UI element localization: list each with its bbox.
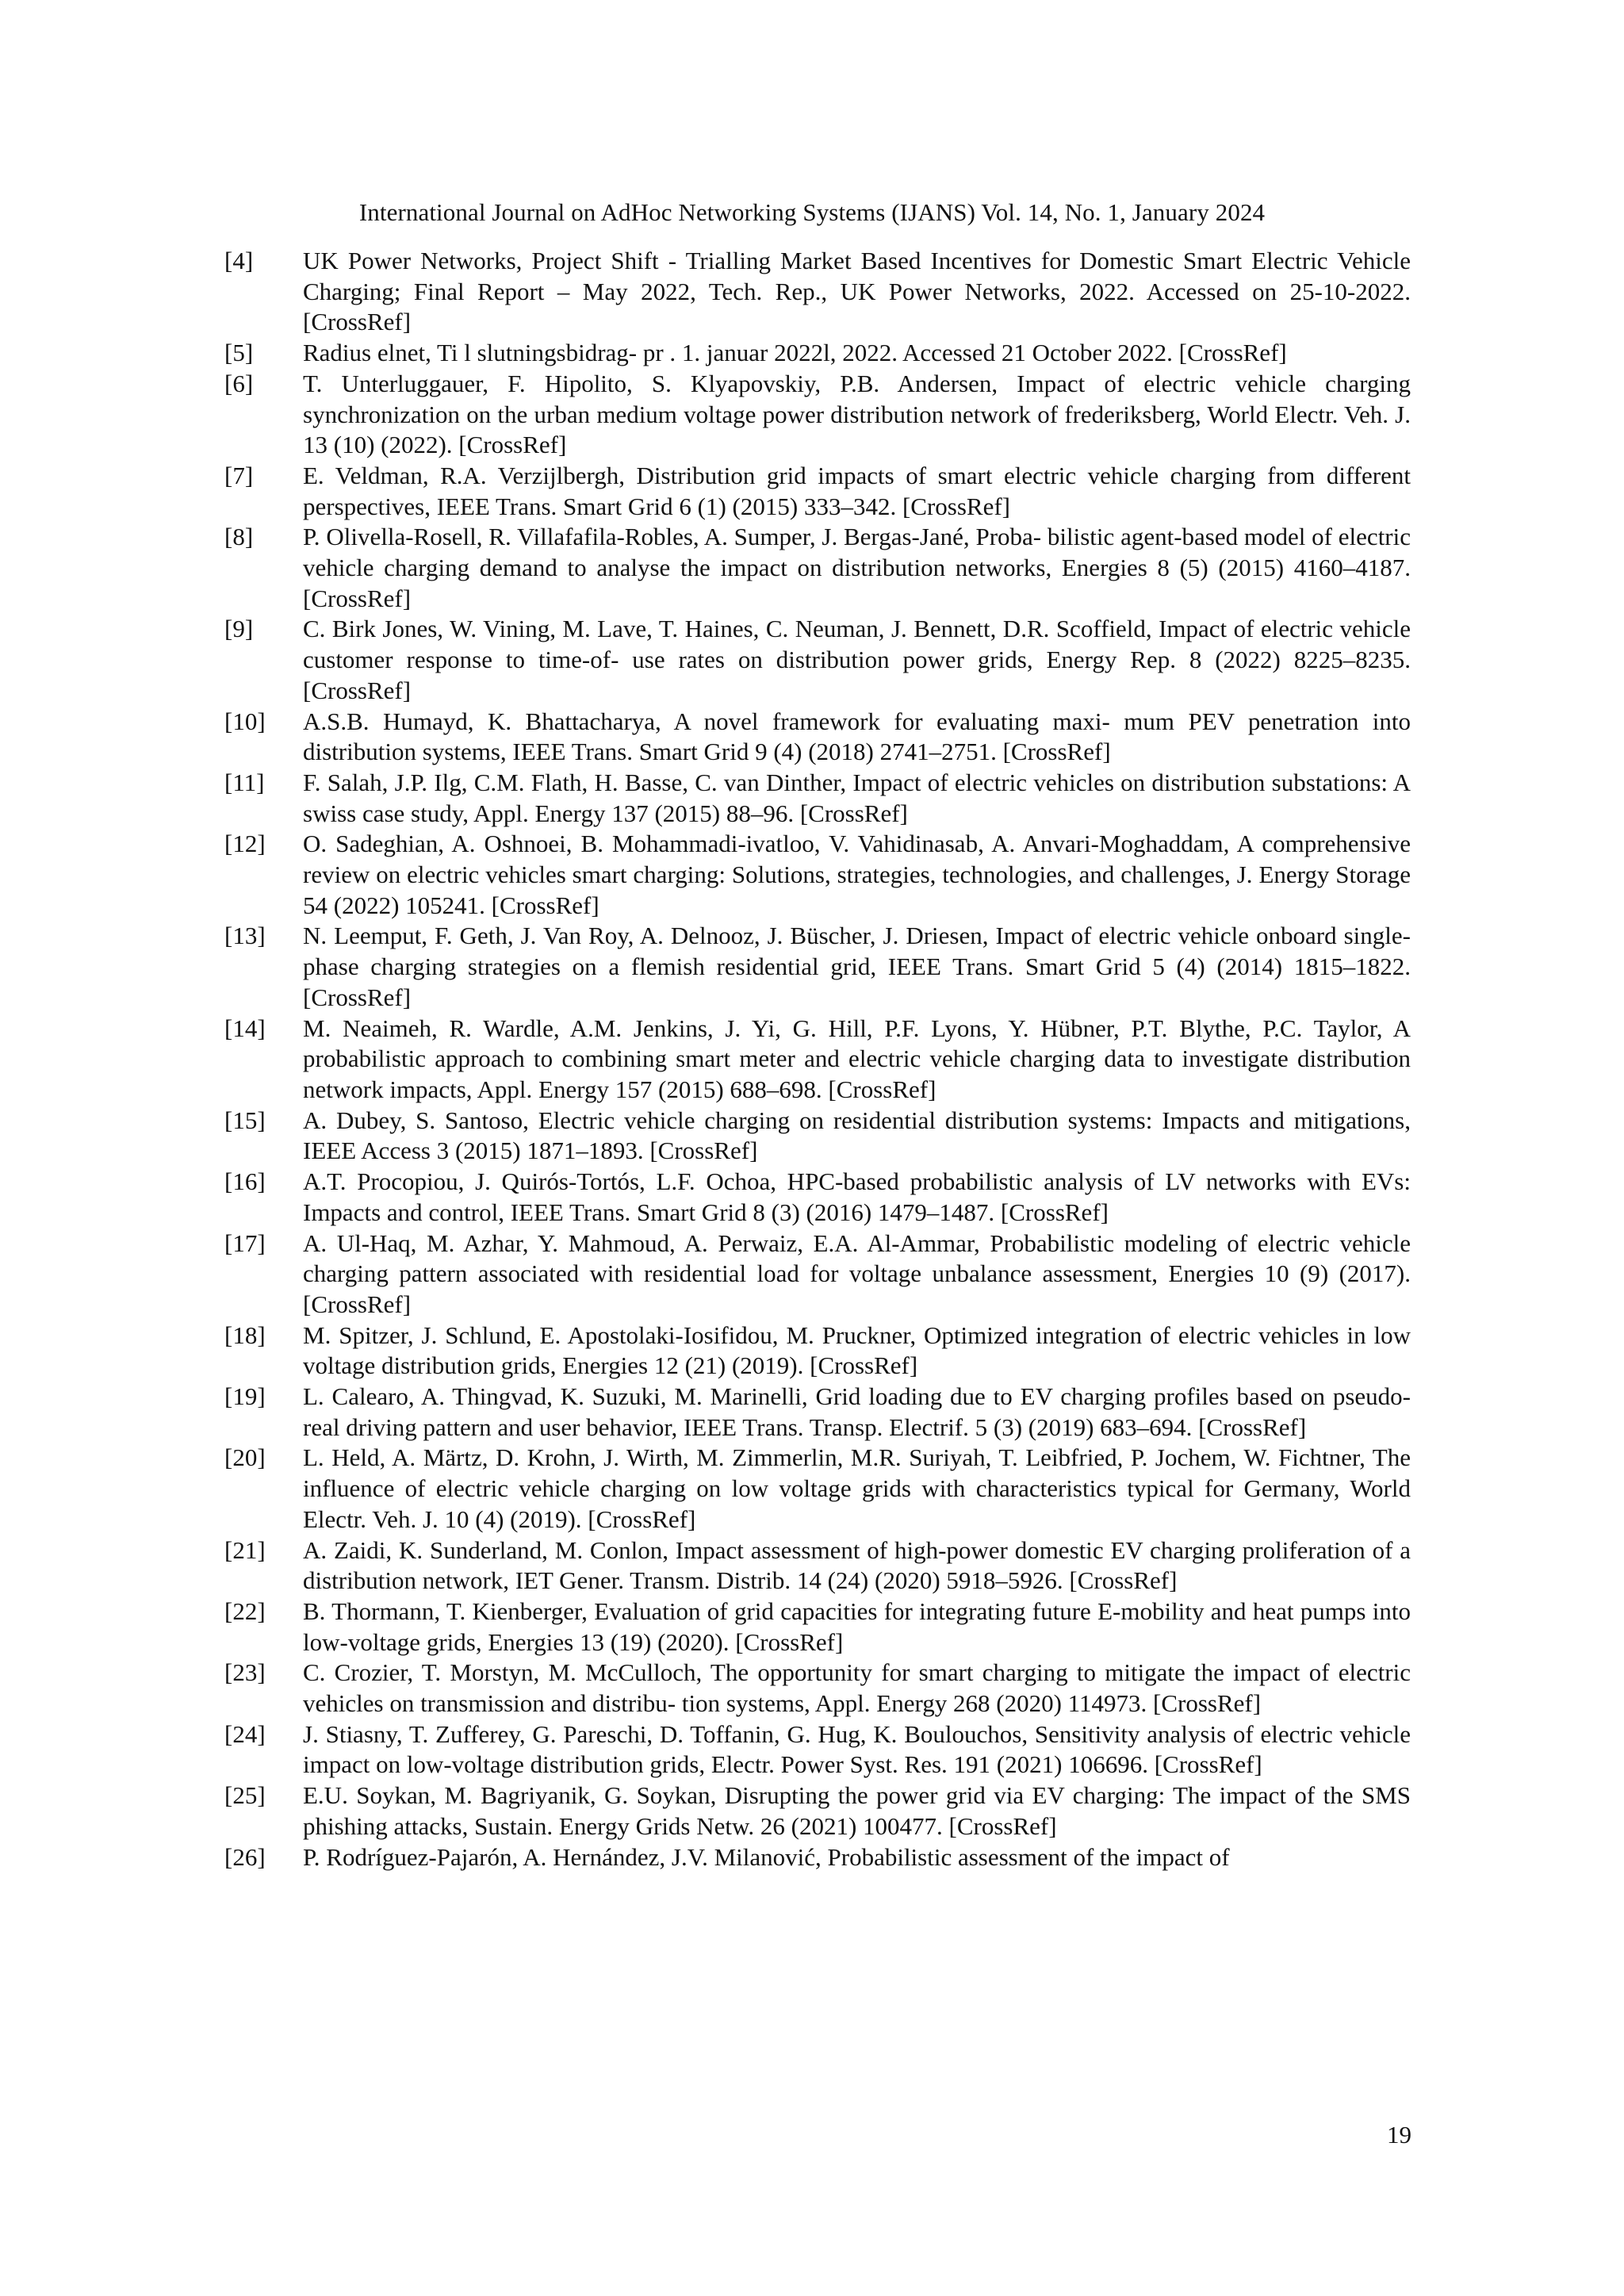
reference-number: [4] <box>224 247 254 274</box>
reference-item <box>224 614 1411 706</box>
reference-text: M. Spitzer, J. Schlund, E. Apostolaki-Iosifidou, M. Pruckner, Optimized integration of electric vehicles in low voltage distribution grids, Energies 12 (21) (2019). [CrossRef] <box>303 1320 1411 1380</box>
reference-text: B. Thormann, T. Kienberger, Evaluation of grid capacities for integrating future E-mobility and heat pumps into low-voltage grids, Energies 13 (19) (2020). [CrossRef] <box>303 1596 1411 1656</box>
reference-number: [24] <box>224 1719 266 1748</box>
reference-text: UK Power Networks, Project Shift - Trialling Market Based Incentives for Domestic Smart Electric Vehicle Charging; Final Report – May 2022, Tech. Rep., UK Power Networks, 2022. Accessed on 25-10-2022. [CrossRef] <box>303 247 1411 336</box>
reference-item <box>224 246 1411 338</box>
reference-item <box>224 1535 1411 1596</box>
reference-text: A. Dubey, S. Santoso, Electric vehicle charging on residential distribution systems: Impacts and mitigations, IEEE Access 3 (2015) 1871–1893. [CrossRef] <box>303 1106 1411 1165</box>
reference-text: C. Birk Jones, W. Vining, M. Lave, T. Haines, C. Neuman, J. Bennett, D.R. Scoffield, Impact of electric vehicle customer response to time-of- use rates on distribution power grids, Energy Rep. 8 (2022) 8225–8235. [CrossRef] <box>303 615 1411 704</box>
reference-text: Radius elnet, Ti l slutningsbidrag- pr . 1. januar 2022l, 2022. Accessed 21 October 2022. [CrossRef] <box>303 339 1287 367</box>
reference-text: J. Stiasny, T. Zufferey, G. Pareschi, D. Toffanin, G. Hug, K. Boulouchos, Sensitivity analysis of electric vehicle impact on low-voltage distribution grids, Electr. Power Syst. Res. 191 (2021) 106696. [CrossRef] <box>303 1719 1411 1779</box>
reference-item <box>224 1106 1411 1167</box>
reference-number: [16] <box>224 1167 266 1196</box>
reference-number: [14] <box>224 1014 266 1042</box>
reference-item <box>224 921 1411 1013</box>
reference-item <box>224 1228 1411 1320</box>
reference-number: [7] <box>224 461 254 489</box>
reference-text: O. Sadeghian, A. Oshnoei, B. Mohammadi-ivatloo, V. Vahidinasab, A. Anvari-Moghaddam, A comprehensive review on electric vehicles smart charging: Solutions, strategies, technologies, and challenges, J. Energy Storage 54 (2022) 105241. [CrossRef] <box>303 830 1411 919</box>
reference-item <box>224 1658 1411 1719</box>
reference-text: A.T. Procopiou, J. Quirós-Tortós, L.F. Ochoa, HPC-based probabilistic analysis of LV networks with EVs: Impacts and control, IEEE Trans. Smart Grid 8 (3) (2016) 1479–1487. [CrossRef] <box>303 1167 1411 1226</box>
reference-number: [20] <box>224 1443 266 1472</box>
reference-number: [18] <box>224 1320 266 1349</box>
reference-text: P. Rodríguez-Pajarón, A. Hernández, J.V. Milanović, Probabilistic assessment of the impact of <box>303 1842 1230 1871</box>
reference-item <box>224 1443 1411 1535</box>
reference-number: [22] <box>224 1596 266 1625</box>
reference-item <box>224 338 1411 369</box>
reference-text: C. Crozier, T. Morstyn, M. McCulloch, The opportunity for smart charging to mitigate the impact of electric vehicles on transmission and distribu- tion systems, Appl. Energy 268 (2020) 114973. [CrossRef] <box>303 1658 1411 1718</box>
reference-number: [25] <box>224 1781 266 1810</box>
reference-number: [6] <box>224 369 254 397</box>
reference-number: [13] <box>224 922 266 950</box>
reference-number: [9] <box>224 615 254 643</box>
reference-text: A.S.B. Humayd, K. Bhattacharya, A novel framework for evaluating maxi- mum PEV penetration into distribution systems, IEEE Trans. Smart Grid 9 (4) (2018) 2741–2751. [CrossRef] <box>303 707 1411 766</box>
reference-number: [21] <box>224 1535 266 1564</box>
reference-text: A. Zaidi, K. Sunderland, M. Conlon, Impact assessment of high-power domestic EV charging proliferation of a distribution network, IET Gener. Transm. Distrib. 14 (24) (2020) 5918–5926. [CrossRef] <box>303 1535 1411 1595</box>
reference-item <box>224 1596 1411 1658</box>
reference-text: E.U. Soykan, M. Bagriyanik, G. Soykan, Disrupting the power grid via EV charging: The impact of the SMS phishing attacks, Sustain. Energy Grids Netw. 26 (2021) 100477. [CrossRef] <box>303 1781 1411 1840</box>
reference-text: N. Leemput, F. Geth, J. Van Roy, A. Delnooz, J. Büscher, J. Driesen, Impact of electric vehicle onboard single-phase charging strategies on a flemish residential grid, IEEE Trans. Smart Grid 5 (4) (2014) 1815–1822. [CrossRef] <box>303 922 1411 1011</box>
reference-number: [8] <box>224 523 254 551</box>
reference-number: [15] <box>224 1106 266 1134</box>
reference-number: [26] <box>224 1842 266 1871</box>
reference-number: [5] <box>224 339 254 367</box>
reference-number: [10] <box>224 707 266 735</box>
reference-list <box>224 246 1411 1872</box>
reference-number: [23] <box>224 1658 266 1687</box>
reference-text: M. Neaimeh, R. Wardle, A.M. Jenkins, J. Yi, G. Hill, P.F. Lyons, Y. Hübner, P.T. Blythe, P.C. Taylor, A probabilistic approach to combining smart meter and electric vehicle charging data to investigate distribution network impacts, Appl. Energy 157 (2015) 688–698. [CrossRef] <box>303 1014 1411 1103</box>
running-header: International Journal on AdHoc Networking Systems (IJANS) Vol. 14, No. 1, January 2024 <box>358 198 1266 226</box>
reference-item <box>224 1719 1411 1780</box>
reference-item <box>224 1780 1411 1842</box>
reference-item <box>224 1320 1411 1382</box>
reference-item <box>224 461 1411 522</box>
reference-item <box>224 369 1411 461</box>
reference-item <box>224 1382 1411 1443</box>
page-number: 19 <box>1387 2121 1411 2148</box>
reference-item <box>224 829 1411 921</box>
reference-item <box>224 1167 1411 1228</box>
reference-number: [19] <box>224 1382 266 1411</box>
reference-item <box>224 1014 1411 1106</box>
reference-item <box>224 768 1411 829</box>
reference-item <box>224 522 1411 614</box>
reference-text: L. Calearo, A. Thingvad, K. Suzuki, M. Marinelli, Grid loading due to EV charging profiles based on pseudo-real driving pattern and user behavior, IEEE Trans. Transp. Electrif. 5 (3) (2019) 683–694. [CrossRef] <box>303 1382 1411 1441</box>
reference-text: P. Olivella-Rosell, R. Villafafila-Robles, A. Sumper, J. Bergas-Jané, Proba- bilistic agent-based model of electric vehicle charging demand to analyse the impact on distribution networks, Energies 8 (5) (2015) 4160–4187. [CrossRef] <box>303 523 1411 612</box>
reference-text: E. Veldman, R.A. Verzijlbergh, Distribution grid impacts of smart electric vehicle charging from different perspectives, IEEE Trans. Smart Grid 6 (1) (2015) 333–342. [CrossRef] <box>303 461 1411 520</box>
reference-text: F. Salah, J.P. Ilg, C.M. Flath, H. Basse, C. van Dinther, Impact of electric vehicles on distribution substations: A swiss case study, Appl. Energy 137 (2015) 88–96. [CrossRef] <box>303 768 1411 827</box>
reference-item <box>224 707 1411 768</box>
reference-item <box>224 1842 1411 1873</box>
reference-number: [11] <box>224 768 265 796</box>
reference-number: [12] <box>224 830 266 858</box>
reference-text: T. Unterluggauer, F. Hipolito, S. Klyapovskiy, P.B. Andersen, Impact of electric vehicle charging synchronization on the urban medium voltage power distribution network of frederiksberg, World Electr. Veh. J. 13 (10) (2022). [CrossRef] <box>303 369 1411 459</box>
reference-text: L. Held, A. Märtz, D. Krohn, J. Wirth, M. Zimmerlin, M.R. Suriyah, T. Leibfried, P. Jochem, W. Fichtner, The influence of electric vehicle charging on low voltage grids with characteristics typical for Germany, World Electr. Veh. J. 10 (4) (2019). [CrossRef] <box>303 1443 1411 1533</box>
reference-text: A. Ul-Haq, M. Azhar, Y. Mahmoud, A. Perwaiz, E.A. Al-Ammar, Probabilistic modeling of electric vehicle charging pattern associated with residential load for voltage unbalance assessment, Energies 10 (9) (2017). [CrossRef] <box>303 1228 1411 1318</box>
reference-number: [17] <box>224 1228 266 1257</box>
